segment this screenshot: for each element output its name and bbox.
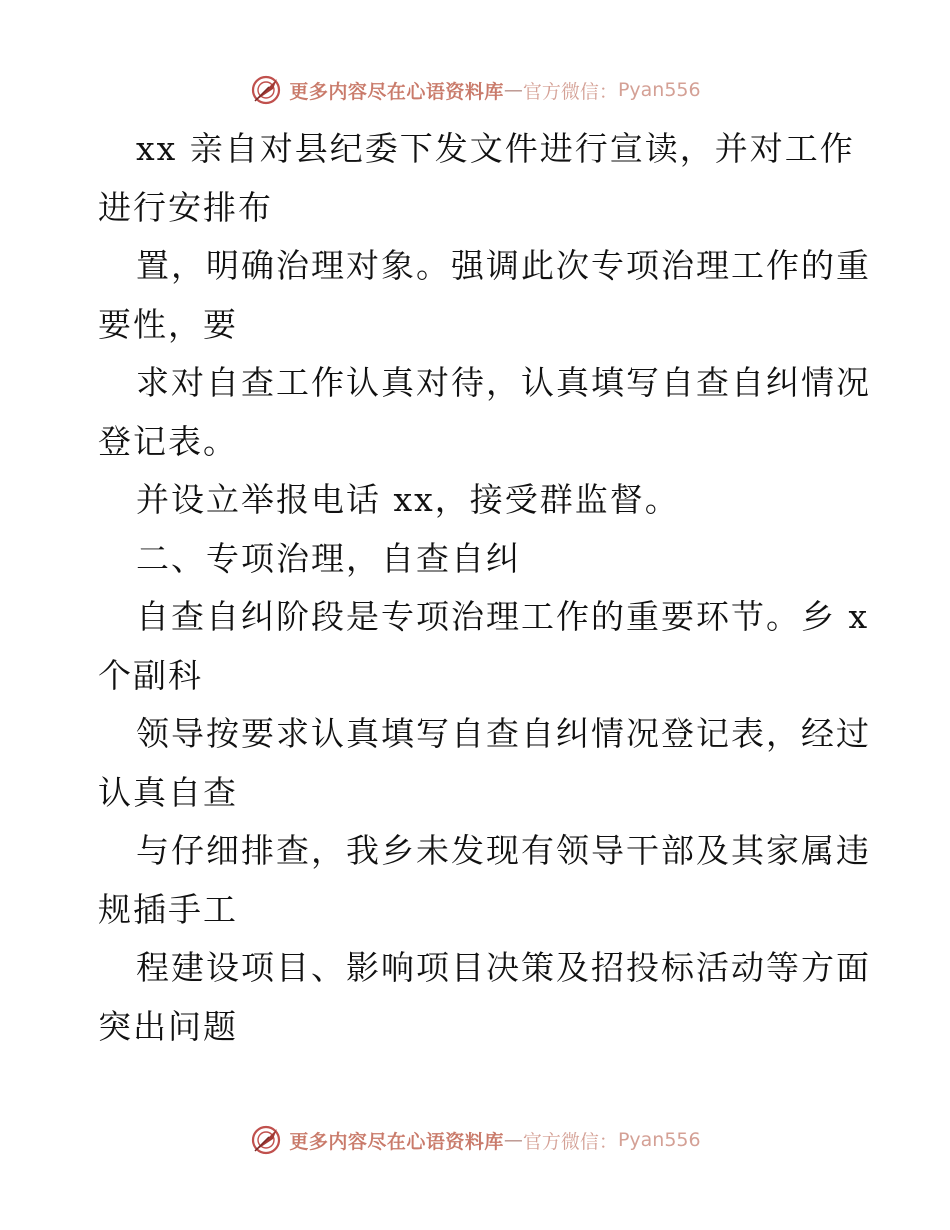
watermark-account: Pyan556 [617, 1129, 701, 1151]
document-body [98, 120, 871, 1056]
body-text-line: 置，明确治理对象。强调此次专项治理工作的重 [136, 246, 871, 285]
body-text-line: 自查自纠阶段是专项治理工作的重要环节。乡 x [136, 597, 870, 636]
watermark-main-text: 更多内容尽在心语资料库 [289, 1130, 504, 1153]
body-text-line: 并设立举报电话 xx，接受群监督。 [136, 480, 680, 519]
body-text-line: 突出问题 [98, 1006, 238, 1046]
watermark-sub-text: 官方微信： [522, 80, 618, 103]
header-watermark [0, 70, 950, 110]
quill-logo-icon [249, 1123, 283, 1157]
body-text-line: 规插手工 [98, 889, 238, 929]
body-text-line: 求对自查工作认真对待，认真填写自查自纠情况 [136, 363, 871, 402]
body-text-line: 个副科 [98, 655, 203, 695]
body-text-line: 登记表。 [98, 421, 238, 461]
watermark-account: Pyan556 [617, 79, 701, 101]
body-text-line: 要性，要 [98, 304, 238, 344]
body-text-line: 与仔细排查，我乡未发现有领导干部及其家属违 [136, 831, 871, 870]
body-text-line: 二、专项治理，自查自纠 [136, 538, 521, 578]
body-text-line: 领导按要求认真填写自查自纠情况登记表，经过 [136, 714, 871, 753]
watermark-dash: — [503, 79, 523, 101]
body-text-line: xx 亲自对县纪委下发文件进行宣读，并对工作 [136, 129, 855, 168]
watermark-sub-text: 官方微信： [522, 1130, 618, 1153]
body-text-line: 进行安排布 [98, 187, 273, 227]
body-text-line: 程建设项目、影响项目决策及招投标活动等方面 [136, 948, 871, 987]
quill-logo-icon [249, 73, 283, 107]
body-text-line: 认真自查 [98, 772, 238, 812]
watermark-main-text: 更多内容尽在心语资料库 [289, 80, 504, 103]
watermark-dash: — [503, 1129, 523, 1151]
footer-watermark [0, 1120, 950, 1160]
